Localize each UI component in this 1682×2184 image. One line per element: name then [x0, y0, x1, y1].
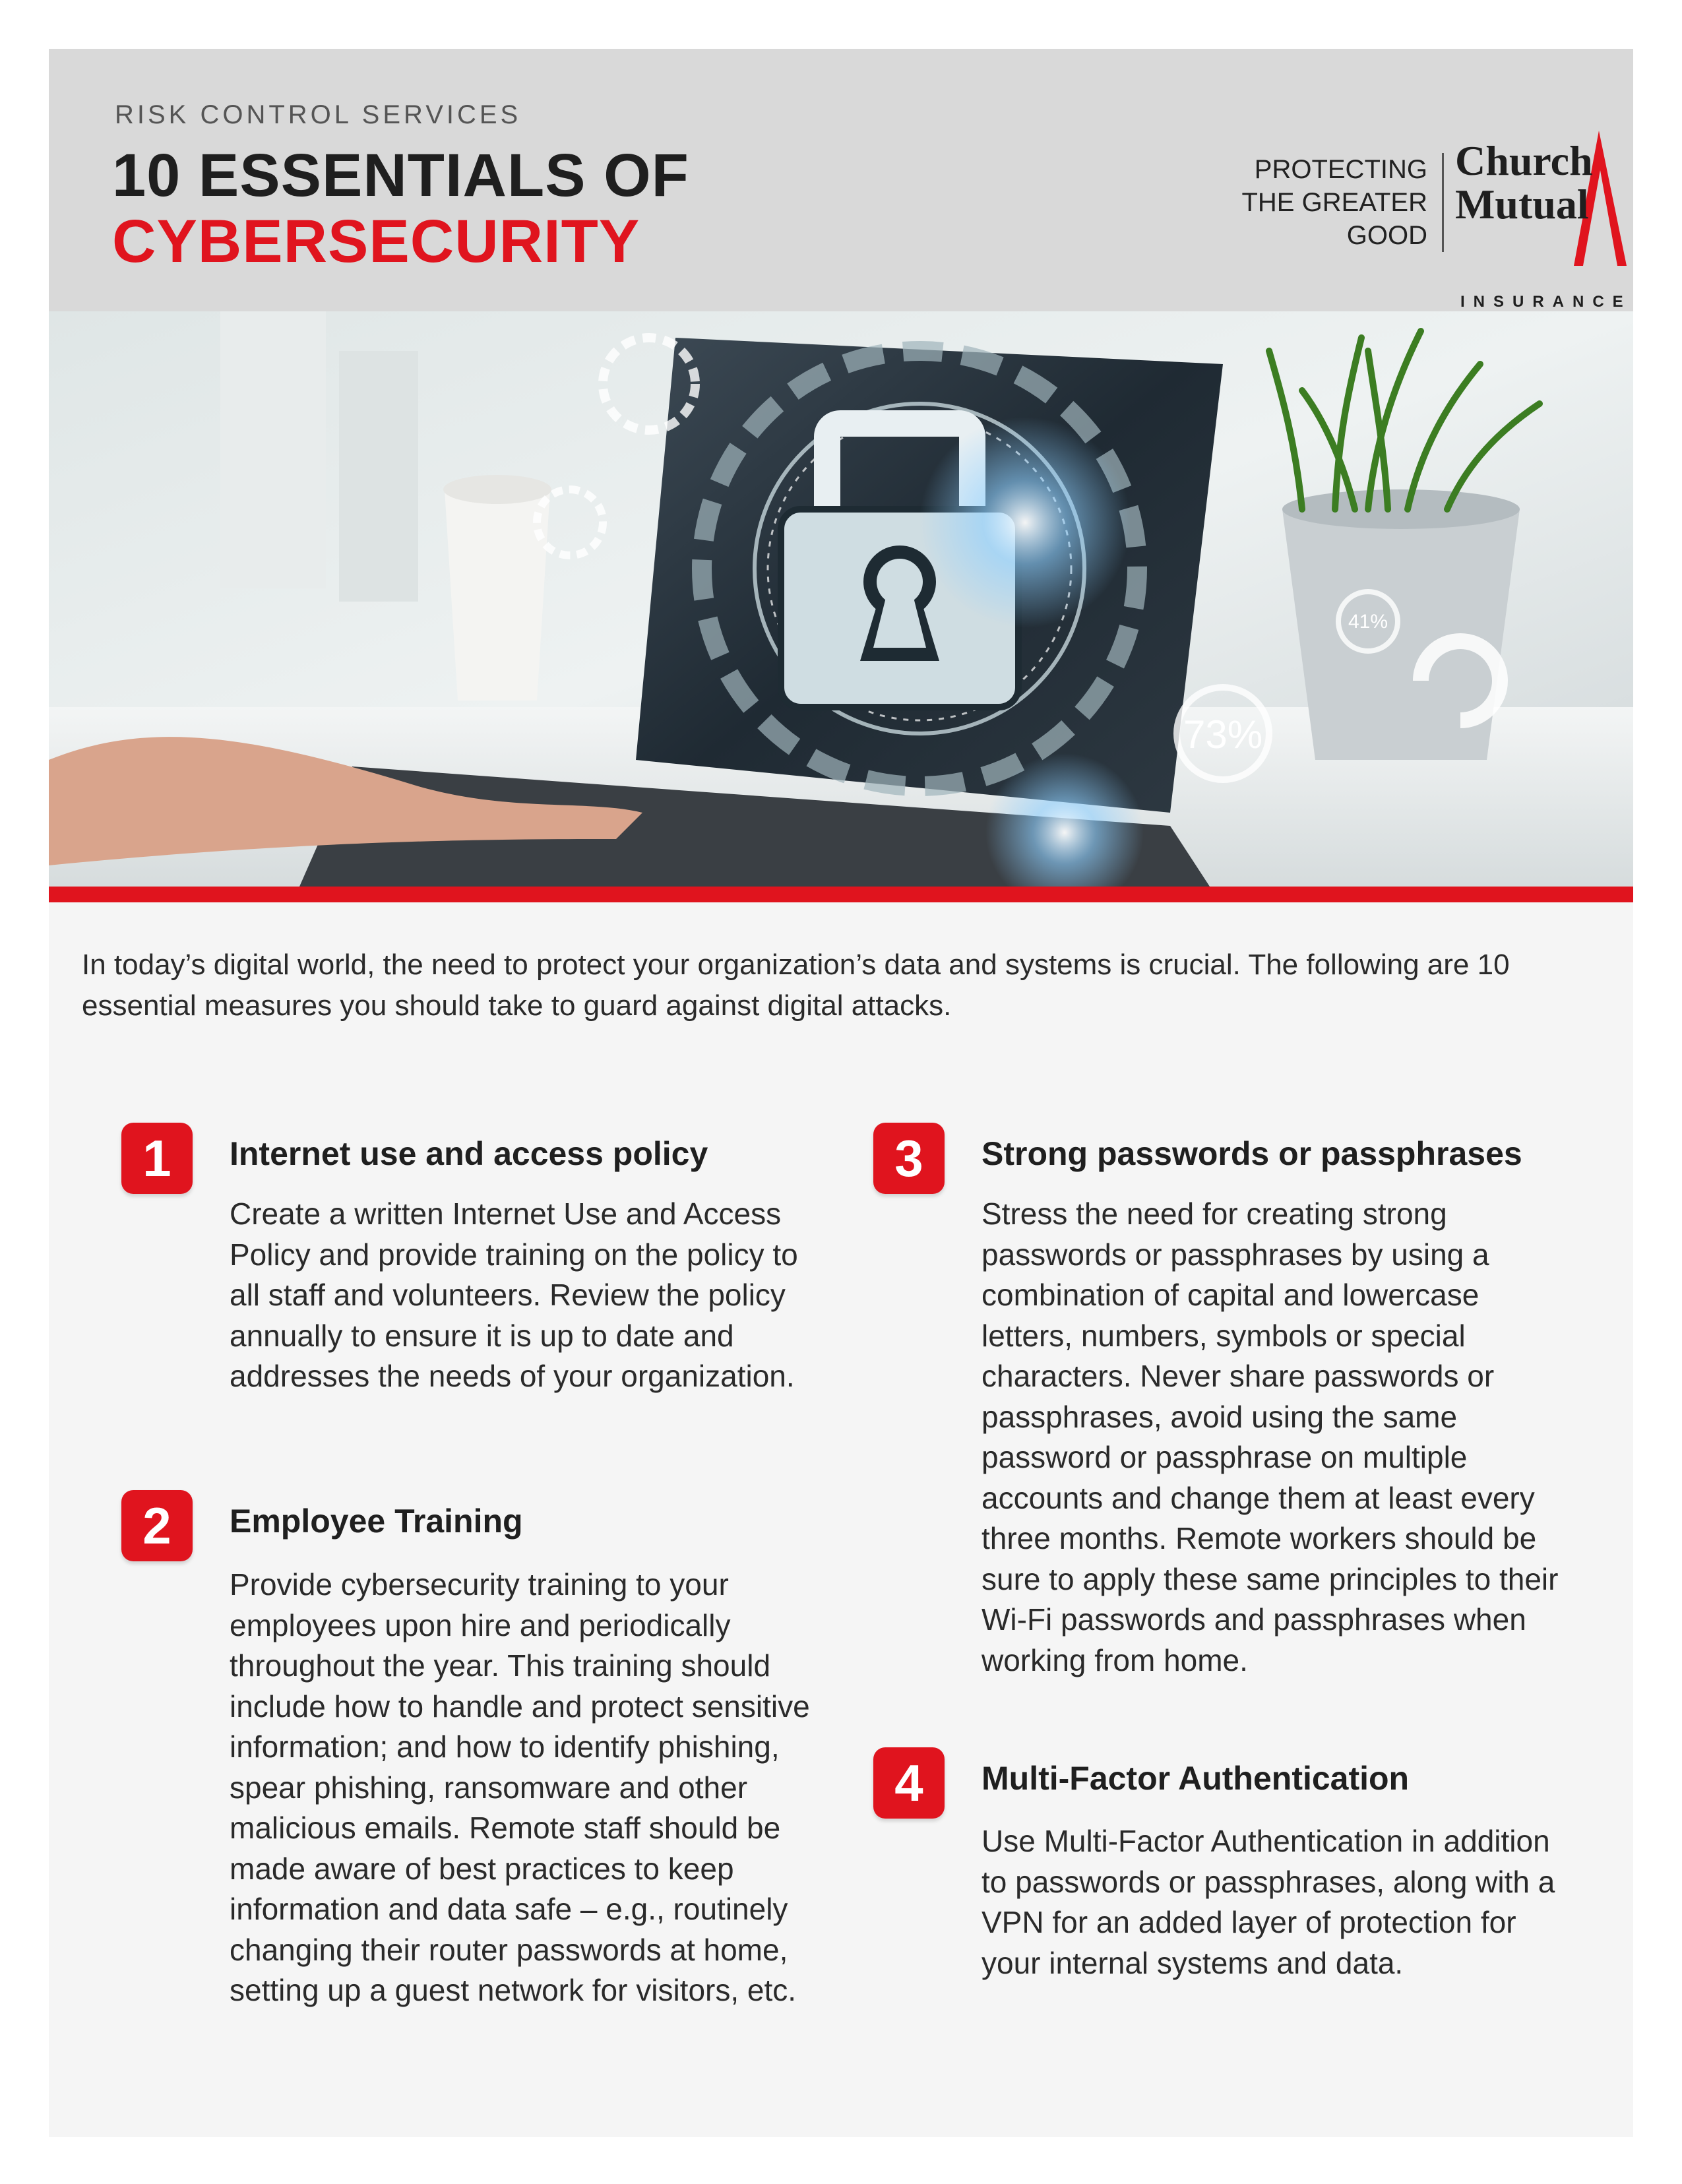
logo-text-insurance: INSURANCE [1460, 293, 1632, 311]
item-body: Provide cybersecurity training to your employees upon hire and periodically throughout the year. This training should include how to handle and protect sensitive information; and how to identify phishing, spear phishing, ransomware and other malicious emails. Remote staff should be made aware of best practices to keep information and data safe – e.g., routinely changing their router passwords at home, setting up a guest network for visitors, etc. [230, 1567, 810, 2007]
accent-band [49, 887, 1633, 902]
logo-divider [1442, 153, 1444, 252]
tagline [1164, 153, 1427, 252]
church-mutual-logo [1455, 137, 1632, 311]
eyebrow: RISK CONTROL SERVICES [115, 100, 522, 129]
item-title: Internet use and access policy [230, 1135, 708, 1172]
logo-text-church: Church [1455, 137, 1593, 184]
item-title: Multi-Factor Authentication [981, 1760, 1410, 1797]
item-body: Stress the need for creating strong passwords or passphrases by using a combination of capital and lowercase letters, numbers, symbols or special characters. Never share passwords or passphrases, avoid using the same password or passphrase on multiple accounts and change them at least every three months. Remote workers should be sure to apply these same principles to their Wi-Fi passwords and passphrases when working from home. [981, 1197, 1559, 1677]
number-badge: 3 [873, 1123, 945, 1194]
item-title: Employee Training [230, 1503, 523, 1540]
logo-text-mutual: Mutual [1455, 181, 1589, 228]
hero-image [49, 311, 1633, 887]
hero-stat-73: 73% [1183, 712, 1263, 757]
intro-paragraph: In today’s digital world, the need to protect your organization’s data and systems is crucial. The following are 10 essential measures you should take to guard against digital attacks. [82, 949, 1510, 1022]
number-badge: 4 [873, 1747, 945, 1819]
tagline-line: PROTECTING [1254, 155, 1427, 184]
hero-illustration [49, 311, 1633, 887]
hero-stat-41: 41% [1348, 611, 1388, 633]
page-title-line1: 10 ESSENTIALS OF [112, 142, 689, 209]
page-title-line2: CYBERSECURITY [112, 208, 640, 275]
page [49, 49, 1633, 2137]
header [49, 49, 1633, 311]
tagline-line: GOOD [1346, 221, 1427, 250]
item-title: Strong passwords or passphrases [981, 1135, 1522, 1172]
item-body: Use Multi-Factor Authentication in addition to passwords or passphrases, along with a VPN for an added layer of protection for your internal systems and data. [981, 1824, 1555, 1980]
number-badge: 1 [121, 1123, 193, 1194]
number-badge: 2 [121, 1490, 193, 1561]
item-body: Create a written Internet Use and Access Policy and provide training on the policy to all staff and volunteers. Review the policy annually to ensure it is up to date and addresses the needs of your organization. [230, 1197, 798, 1393]
tagline-line: THE GREATER [1241, 188, 1427, 217]
